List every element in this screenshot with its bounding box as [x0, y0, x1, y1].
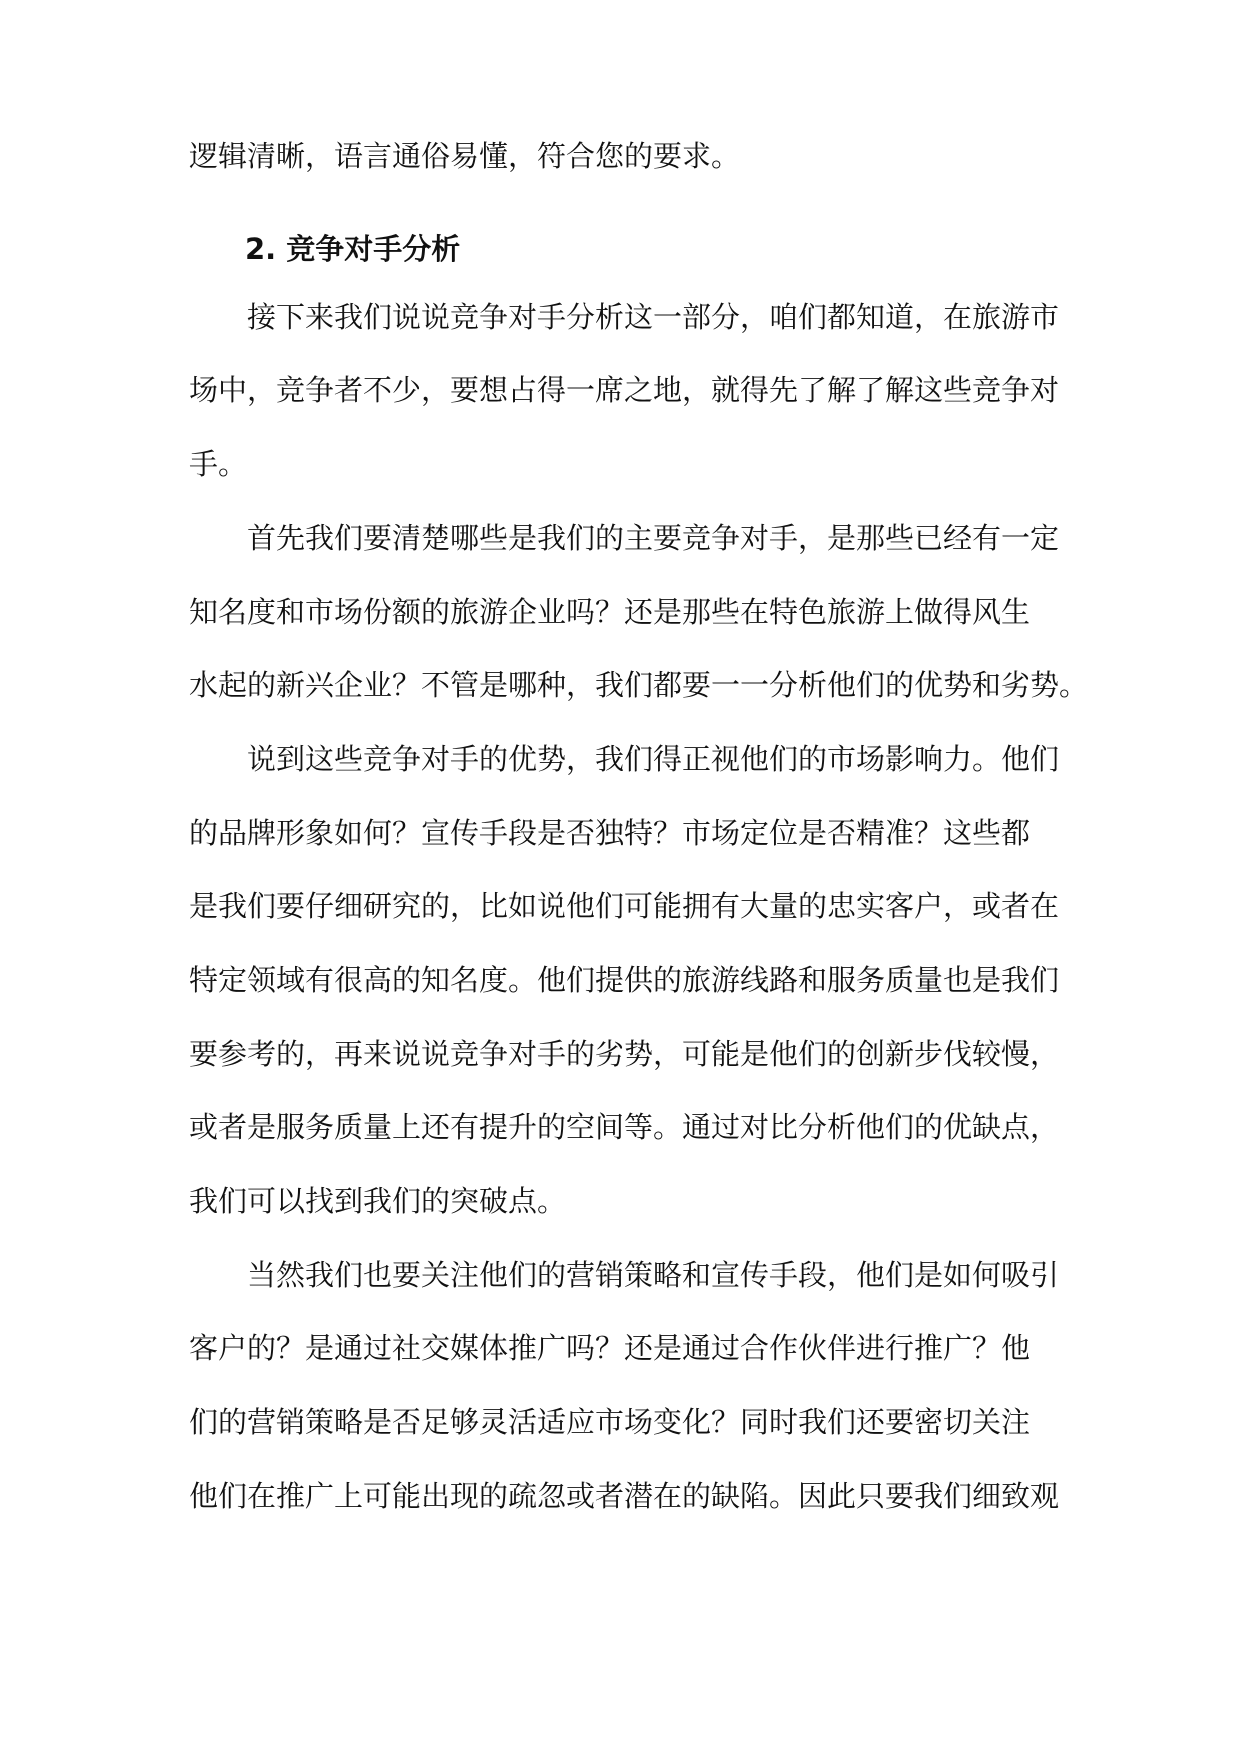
text-line: 水起的新兴企业？不管是哪种，我们都要一一分析他们的优势和劣势。 [189, 668, 1089, 702]
text-line: 是我们要仔细研究的，比如说他们可能拥有大量的忠实客户，或者在 [189, 889, 1060, 923]
text-line: 逻辑清晰，语言通俗易懂，符合您的要求。 [189, 139, 741, 173]
text-line: 当然我们也要关注他们的营销策略和宣传手段，他们是如何吸引 [247, 1258, 1060, 1292]
text-line: 或者是服务质量上还有提升的空间等。通过对比分析他们的优缺点， [189, 1110, 1060, 1144]
text-line: 首先我们要清楚哪些是我们的主要竞争对手，是那些已经有一定 [247, 521, 1060, 555]
text-line: 特定领域有很高的知名度。他们提供的旅游线路和服务质量也是我们 [189, 963, 1060, 997]
text-line: 客户的？是通过社交媒体推广吗？还是通过合作伙伴进行推广？他 [189, 1331, 1031, 1365]
text-line: 要参考的，再来说说竞争对手的劣势，可能是他们的创新步伐较慢， [189, 1037, 1060, 1071]
text-line: 的品牌形象如何？宣传手段是否独特？市场定位是否精准？这些都 [189, 816, 1031, 850]
text-line: 他们在推广上可能出现的疏忽或者潜在的缺陷。因此只要我们细致观 [189, 1479, 1060, 1513]
text-line: 接下来我们说说竞争对手分析这一部分，咱们都知道，在旅游市 [247, 300, 1060, 334]
section-heading: 2. 竞争对手分析 [245, 232, 461, 266]
text-line: 说到这些竞争对手的优势，我们得正视他们的市场影响力。他们 [247, 742, 1060, 776]
text-line: 场中，竞争者不少，要想占得一席之地，就得先了解了解这些竞争对 [189, 373, 1060, 407]
text-line: 手。 [189, 447, 248, 481]
text-line: 们的营销策略是否足够灵活适应市场变化？同时我们还要密切关注 [189, 1405, 1031, 1439]
text-line: 我们可以找到我们的突破点。 [189, 1184, 567, 1218]
text-line: 知名度和市场份额的旅游企业吗？还是那些在特色旅游上做得风生 [189, 595, 1031, 629]
